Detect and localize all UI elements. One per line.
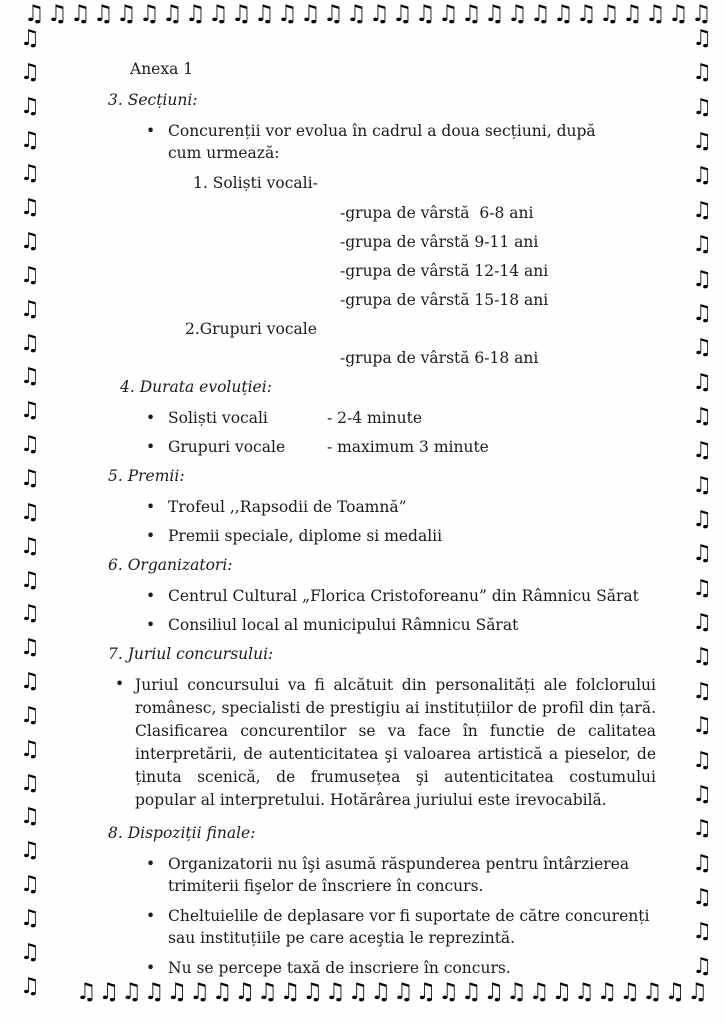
list-item bbox=[108, 496, 656, 518]
list-item bbox=[108, 614, 656, 636]
beamed-eighth-notes-icon: ♫ bbox=[645, 1, 666, 27]
bullet-icon: • bbox=[146, 855, 156, 873]
bullet-icon: • bbox=[146, 409, 156, 427]
beamed-eighth-notes-icon: ♫ bbox=[234, 979, 256, 1005]
beamed-eighth-notes-icon: ♫ bbox=[116, 1, 137, 27]
age-group-line: -grupa de vârstă 12-14 ani bbox=[340, 262, 549, 280]
list-item bbox=[108, 120, 656, 164]
beamed-eighth-notes-icon: ♫ bbox=[254, 1, 275, 27]
beamed-eighth-notes-icon: ♫ bbox=[20, 533, 40, 559]
beamed-eighth-notes-icon: ♫ bbox=[692, 919, 712, 945]
beamed-eighth-notes-icon: ♫ bbox=[692, 266, 712, 292]
beamed-eighth-notes-icon: ♫ bbox=[692, 300, 712, 326]
beamed-eighth-notes-icon: ♫ bbox=[692, 507, 712, 533]
subsection-1-label: 1. Soliști vocali- bbox=[193, 174, 318, 192]
beamed-eighth-notes-icon: ♫ bbox=[20, 296, 40, 322]
music-notes-border-left bbox=[20, 28, 40, 998]
beamed-eighth-notes-icon: ♫ bbox=[20, 939, 40, 965]
beamed-eighth-notes-icon: ♫ bbox=[530, 1, 551, 27]
section-8-title: 8. Dispoziții finale: bbox=[108, 824, 256, 842]
beamed-eighth-notes-icon: ♫ bbox=[438, 979, 459, 1005]
section-7-title: 7. Juriul concursului: bbox=[108, 645, 274, 663]
document-content bbox=[108, 58, 656, 986]
beamed-eighth-notes-icon: ♫ bbox=[20, 567, 40, 593]
list-item bbox=[108, 853, 656, 897]
beamed-eighth-notes-icon: ♫ bbox=[20, 127, 40, 153]
beamed-eighth-notes-icon: ♫ bbox=[692, 163, 712, 189]
beamed-eighth-notes-icon: ♫ bbox=[20, 635, 40, 661]
list-item bbox=[108, 436, 656, 458]
beamed-eighth-notes-icon: ♫ bbox=[302, 979, 324, 1005]
beamed-eighth-notes-icon: ♫ bbox=[20, 465, 40, 491]
beamed-eighth-notes-icon: ♫ bbox=[692, 438, 712, 464]
beamed-eighth-notes-icon: ♫ bbox=[20, 161, 40, 187]
beamed-eighth-notes-icon: ♫ bbox=[668, 1, 689, 27]
beamed-eighth-notes-icon: ♫ bbox=[20, 838, 40, 864]
beamed-eighth-notes-icon: ♫ bbox=[20, 330, 40, 356]
beamed-eighth-notes-icon: ♫ bbox=[619, 979, 640, 1005]
beamed-eighth-notes-icon: ♫ bbox=[438, 1, 459, 27]
beamed-eighth-notes-icon: ♫ bbox=[370, 979, 391, 1005]
bullet-icon: • bbox=[146, 959, 156, 977]
beamed-eighth-notes-icon: ♫ bbox=[20, 770, 40, 796]
section-6-title: 6. Organizatori: bbox=[108, 556, 233, 574]
beamed-eighth-notes-icon: ♫ bbox=[392, 1, 413, 27]
beamed-eighth-notes-icon: ♫ bbox=[692, 610, 712, 636]
duration-label: Grupuri vocale bbox=[168, 438, 286, 456]
age-group-line: -grupa de vârstă 9-11 ani bbox=[340, 233, 539, 251]
beamed-eighth-notes-icon: ♫ bbox=[323, 1, 344, 27]
beamed-eighth-notes-icon: ♫ bbox=[277, 1, 298, 27]
beamed-eighth-notes-icon: ♫ bbox=[692, 369, 712, 395]
list-item bbox=[108, 407, 656, 429]
beamed-eighth-notes-icon: ♫ bbox=[24, 1, 45, 27]
beamed-eighth-notes-icon: ♫ bbox=[76, 979, 97, 1005]
bullet-icon: • bbox=[146, 122, 156, 140]
beamed-eighth-notes-icon: ♫ bbox=[692, 816, 712, 842]
age-group-line: -grupa de vârstă 15-18 ani bbox=[340, 291, 549, 309]
beamed-eighth-notes-icon: ♫ bbox=[596, 979, 618, 1005]
beamed-eighth-notes-icon: ♫ bbox=[162, 1, 183, 27]
beamed-eighth-notes-icon: ♫ bbox=[691, 1, 712, 27]
section-3-title: 3. Secțiuni: bbox=[108, 91, 198, 109]
beamed-eighth-notes-icon: ♫ bbox=[139, 1, 160, 27]
beamed-eighth-notes-icon: ♫ bbox=[20, 26, 40, 51]
beamed-eighth-notes-icon: ♫ bbox=[507, 1, 528, 27]
beamed-eighth-notes-icon: ♫ bbox=[20, 669, 40, 695]
bullet-icon: • bbox=[115, 675, 125, 693]
beamed-eighth-notes-icon: ♫ bbox=[369, 1, 390, 27]
music-notes-border-right bbox=[692, 28, 712, 978]
jury-paragraph-text: Juriul concursului va fi alcătuit din personalități ale folclorului românesc, specialisti de prestigiu ai instituțiilor de profil din țară. Clasificarea concurentilor se va face în functie de calitatea interpretării, de autenticitatea şi valoarea artistică a pieselor, de ținuta scenică, de frumusețea şi autenticitatea costumului popular al interpretului. Hotărârea juriului este irevocabilă. bbox=[135, 676, 656, 809]
list-item-text: Premii speciale, diplome si medalii bbox=[168, 527, 443, 545]
jury-paragraph bbox=[108, 674, 656, 812]
beamed-eighth-notes-icon: ♫ bbox=[484, 1, 505, 27]
beamed-eighth-notes-icon: ♫ bbox=[20, 262, 40, 288]
beamed-eighth-notes-icon: ♫ bbox=[20, 59, 40, 85]
list-item bbox=[108, 525, 656, 547]
beamed-eighth-notes-icon: ♫ bbox=[231, 1, 252, 27]
beamed-eighth-notes-icon: ♫ bbox=[392, 979, 414, 1005]
beamed-eighth-notes-icon: ♫ bbox=[20, 432, 40, 458]
beamed-eighth-notes-icon: ♫ bbox=[185, 1, 206, 27]
music-notes-border-top bbox=[24, 2, 712, 26]
beamed-eighth-notes-icon: ♫ bbox=[415, 1, 436, 27]
beamed-eighth-notes-icon: ♫ bbox=[20, 973, 40, 999]
beamed-eighth-notes-icon: ♫ bbox=[93, 1, 114, 27]
beamed-eighth-notes-icon: ♫ bbox=[692, 644, 712, 670]
beamed-eighth-notes-icon: ♫ bbox=[208, 1, 229, 27]
bullet-icon: • bbox=[146, 498, 156, 516]
list-item bbox=[108, 905, 656, 949]
beamed-eighth-notes-icon: ♫ bbox=[20, 804, 40, 830]
beamed-eighth-notes-icon: ♫ bbox=[692, 403, 712, 429]
beamed-eighth-notes-icon: ♫ bbox=[692, 953, 712, 979]
bullet-icon: • bbox=[146, 907, 156, 925]
beamed-eighth-notes-icon: ♫ bbox=[692, 781, 712, 807]
beamed-eighth-notes-icon: ♫ bbox=[483, 979, 505, 1005]
age-group-line: -grupa de vârstă 6-8 ani bbox=[340, 204, 534, 222]
beamed-eighth-notes-icon: ♫ bbox=[121, 979, 142, 1005]
beamed-eighth-notes-icon: ♫ bbox=[415, 979, 437, 1005]
annex-label: Anexa 1 bbox=[130, 60, 194, 78]
beamed-eighth-notes-icon: ♫ bbox=[70, 1, 91, 27]
list-item-text: Trofeul ,,Rapsodii de Toamnă” bbox=[168, 498, 407, 516]
beamed-eighth-notes-icon: ♫ bbox=[551, 979, 573, 1005]
beamed-eighth-notes-icon: ♫ bbox=[528, 979, 550, 1005]
list-item-text: Nu se percepe taxă de inscriere în concurs. bbox=[168, 959, 511, 977]
beamed-eighth-notes-icon: ♫ bbox=[692, 129, 712, 155]
section-5-title: 5. Premii: bbox=[108, 467, 185, 485]
beamed-eighth-notes-icon: ♫ bbox=[642, 979, 663, 1005]
beamed-eighth-notes-icon: ♫ bbox=[692, 747, 712, 773]
beamed-eighth-notes-icon: ♫ bbox=[692, 884, 712, 910]
duration-value: - 2-4 minute bbox=[326, 409, 423, 427]
bullet-icon: • bbox=[146, 616, 156, 634]
subsection-2-label: 2.Grupuri vocale bbox=[185, 320, 317, 338]
beamed-eighth-notes-icon: ♫ bbox=[300, 1, 321, 27]
beamed-eighth-notes-icon: ♫ bbox=[346, 1, 367, 27]
list-item-text: Concurenții vor evolua în cadrul a doua secțiuni, după cum urmează: bbox=[168, 122, 596, 162]
beamed-eighth-notes-icon: ♫ bbox=[20, 499, 40, 525]
duration-value: - maximum 3 minute bbox=[326, 438, 489, 456]
bullet-icon: • bbox=[146, 438, 156, 456]
beamed-eighth-notes-icon: ♫ bbox=[692, 335, 712, 361]
beamed-eighth-notes-icon: ♫ bbox=[553, 1, 574, 27]
beamed-eighth-notes-icon: ♫ bbox=[692, 60, 712, 86]
age-group-line: -grupa de vârstă 6-18 ani bbox=[340, 349, 539, 367]
bullet-icon: • bbox=[146, 527, 156, 545]
beamed-eighth-notes-icon: ♫ bbox=[20, 195, 40, 221]
beamed-eighth-notes-icon: ♫ bbox=[211, 979, 233, 1005]
beamed-eighth-notes-icon: ♫ bbox=[166, 979, 188, 1005]
beamed-eighth-notes-icon: ♫ bbox=[20, 93, 40, 119]
beamed-eighth-notes-icon: ♫ bbox=[461, 1, 482, 27]
beamed-eighth-notes-icon: ♫ bbox=[189, 979, 210, 1005]
list-item-text: Centrul Cultural „Florica Cristoforeanu” din Râmnicu Sărat bbox=[168, 587, 639, 605]
beamed-eighth-notes-icon: ♫ bbox=[20, 736, 40, 762]
beamed-eighth-notes-icon: ♫ bbox=[692, 575, 712, 601]
beamed-eighth-notes-icon: ♫ bbox=[687, 979, 708, 1005]
beamed-eighth-notes-icon: ♫ bbox=[692, 850, 712, 876]
list-item bbox=[108, 957, 656, 979]
beamed-eighth-notes-icon: ♫ bbox=[692, 678, 712, 704]
beamed-eighth-notes-icon: ♫ bbox=[692, 26, 712, 51]
beamed-eighth-notes-icon: ♫ bbox=[98, 979, 120, 1005]
beamed-eighth-notes-icon: ♫ bbox=[20, 398, 40, 424]
beamed-eighth-notes-icon: ♫ bbox=[622, 1, 643, 27]
beamed-eighth-notes-icon: ♫ bbox=[506, 979, 527, 1005]
list-item-text: Consiliul local al municipului Râmnicu Sărat bbox=[168, 616, 519, 634]
duration-label: Soliști vocali bbox=[168, 409, 268, 427]
beamed-eighth-notes-icon: ♫ bbox=[20, 229, 40, 255]
beamed-eighth-notes-icon: ♫ bbox=[325, 979, 346, 1005]
beamed-eighth-notes-icon: ♫ bbox=[460, 979, 482, 1005]
beamed-eighth-notes-icon: ♫ bbox=[20, 905, 40, 931]
beamed-eighth-notes-icon: ♫ bbox=[692, 197, 712, 223]
beamed-eighth-notes-icon: ♫ bbox=[692, 472, 712, 498]
beamed-eighth-notes-icon: ♫ bbox=[20, 872, 40, 898]
list-item bbox=[108, 585, 656, 607]
section-4-title: 4. Durata evoluției: bbox=[120, 378, 272, 396]
beamed-eighth-notes-icon: ♫ bbox=[20, 601, 40, 627]
beamed-eighth-notes-icon: ♫ bbox=[279, 979, 301, 1005]
beamed-eighth-notes-icon: ♫ bbox=[47, 1, 68, 27]
list-item-text: Cheltuielile de deplasare vor fi suportate de către concurenți sau instituțiile pe care aceştia le reprezintă. bbox=[168, 907, 650, 947]
beamed-eighth-notes-icon: ♫ bbox=[692, 541, 712, 567]
beamed-eighth-notes-icon: ♫ bbox=[576, 1, 597, 27]
beamed-eighth-notes-icon: ♫ bbox=[574, 979, 595, 1005]
beamed-eighth-notes-icon: ♫ bbox=[347, 979, 369, 1005]
beamed-eighth-notes-icon: ♫ bbox=[143, 979, 165, 1005]
beamed-eighth-notes-icon: ♫ bbox=[20, 364, 40, 390]
beamed-eighth-notes-icon: ♫ bbox=[257, 979, 278, 1005]
beamed-eighth-notes-icon: ♫ bbox=[692, 713, 712, 739]
bullet-icon: • bbox=[146, 587, 156, 605]
beamed-eighth-notes-icon: ♫ bbox=[664, 979, 686, 1005]
beamed-eighth-notes-icon: ♫ bbox=[20, 702, 40, 728]
beamed-eighth-notes-icon: ♫ bbox=[599, 1, 620, 27]
beamed-eighth-notes-icon: ♫ bbox=[692, 94, 712, 120]
list-item-text: Organizatorii nu îşi asumă răspunderea pentru întârzierea trimiterii fişelor de înscriere în concurs. bbox=[168, 855, 630, 895]
beamed-eighth-notes-icon: ♫ bbox=[692, 232, 712, 258]
